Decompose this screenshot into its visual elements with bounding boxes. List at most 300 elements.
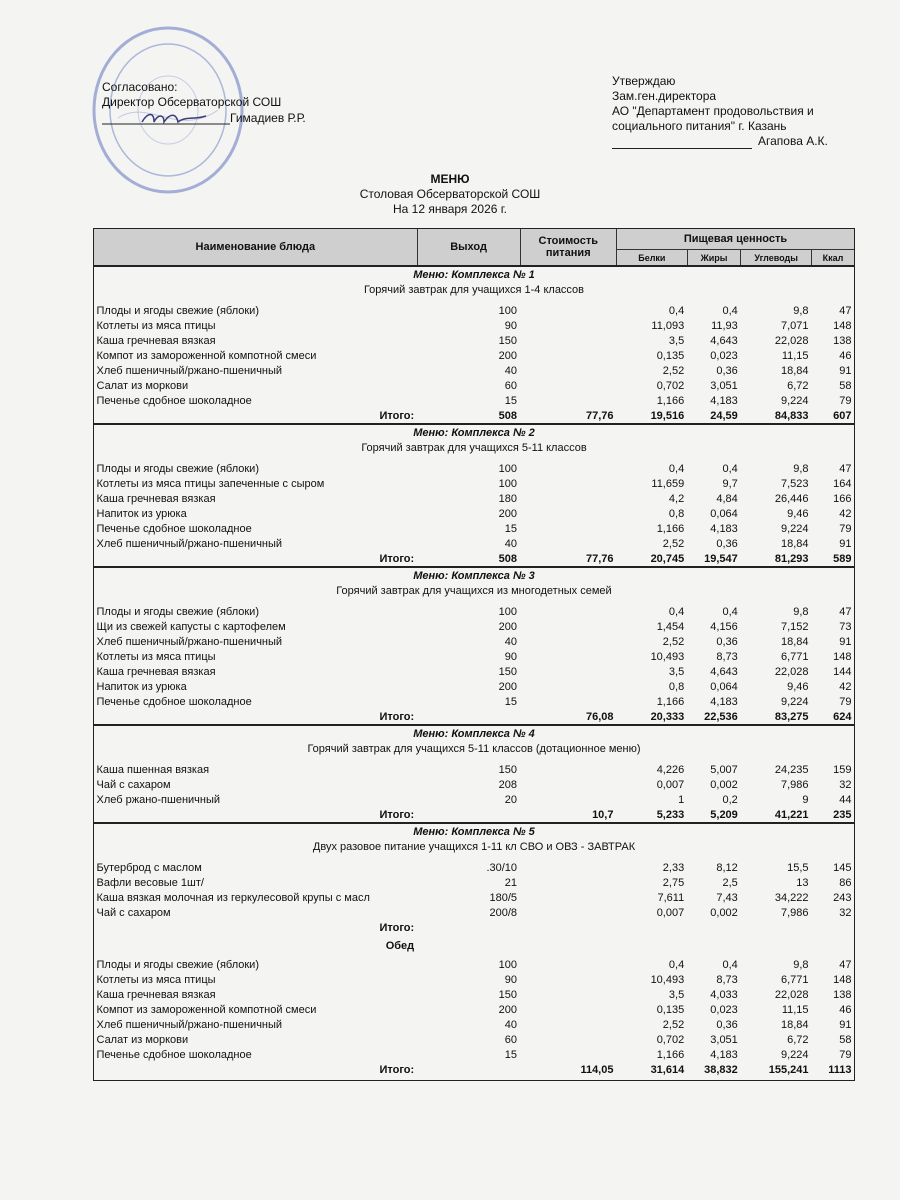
dish-kcal: 148	[833, 650, 852, 663]
dish-output: .30/10	[486, 861, 518, 874]
dish-fat: 0,36	[716, 1018, 738, 1031]
table-row	[94, 363, 855, 378]
dish-name: Компот из замороженной компотной смеси	[96, 1003, 317, 1016]
total-kcal: 607	[833, 409, 852, 422]
approval-right-position: Зам.ген.директора	[612, 89, 717, 103]
dish-cost	[520, 777, 616, 792]
dish-carbs: 18,84	[781, 1018, 809, 1031]
total-output	[417, 807, 520, 823]
table-row	[94, 536, 855, 551]
dish-carbs: 9,224	[781, 394, 809, 407]
total-fat: 19,547	[704, 552, 738, 565]
dish-output: 200	[498, 1003, 518, 1016]
dish-fat: 0,023	[710, 349, 738, 362]
menu-section-title: Меню: Комплекса № 2	[94, 424, 855, 440]
approval-right-org-line1: АО "Департамент продовольствия и	[612, 104, 814, 118]
menu-section-subtitle-row	[94, 583, 855, 598]
dish-protein: 0,4	[668, 605, 685, 618]
dish-fat: 0,002	[710, 778, 738, 791]
total-label: Итого:	[379, 921, 415, 934]
dish-output: 90	[504, 650, 518, 663]
dish-fat: 4,183	[710, 522, 738, 535]
dish-kcal: 145	[833, 861, 852, 874]
dish-cost	[520, 363, 616, 378]
dish-name: Салат из моркови	[96, 379, 189, 392]
table-row	[94, 461, 855, 476]
dish-kcal: 144	[833, 665, 852, 678]
dish-output: 40	[504, 1018, 518, 1031]
dish-kcal: 47	[839, 605, 852, 618]
table-row	[94, 491, 855, 506]
dish-carbs: 9,8	[793, 462, 809, 475]
dish-kcal: 138	[833, 988, 852, 1001]
dish-output: 21	[504, 876, 518, 889]
title-menu: МЕНЮ	[430, 172, 470, 186]
dish-kcal: 164	[833, 477, 852, 490]
dish-fat: 4,033	[710, 988, 738, 1001]
total-output	[417, 709, 520, 725]
dish-cost	[520, 762, 616, 777]
dish-fat: 9,7	[722, 477, 738, 490]
approval-left-label: Согласовано:	[102, 80, 178, 94]
total-output: 508	[498, 409, 518, 422]
total-cost: 114,05	[580, 1063, 614, 1076]
menu-section-header	[94, 424, 855, 440]
lunch-heading: Обед	[385, 940, 415, 952]
empty-cell	[741, 920, 812, 935]
dish-kcal: 47	[839, 462, 852, 475]
dish-carbs: 22,028	[774, 665, 809, 678]
dish-kcal: 46	[839, 349, 852, 362]
dish-fat: 3,051	[710, 379, 738, 392]
dish-cost	[520, 1047, 616, 1062]
dish-fat: 8,73	[716, 650, 738, 663]
dish-cost	[520, 619, 616, 634]
table-row	[94, 987, 855, 1002]
dish-cost	[520, 521, 616, 536]
dish-name: Котлеты из мяса птицы	[96, 973, 216, 986]
signature-line	[612, 136, 752, 149]
dish-carbs: 6,771	[781, 973, 809, 986]
dish-cost	[520, 694, 616, 709]
dish-protein: 3,5	[668, 665, 685, 678]
menu-section-title: Меню: Комплекса № 3	[94, 567, 855, 583]
dish-carbs: 7,523	[781, 477, 809, 490]
total-kcal: 1113	[828, 1063, 852, 1076]
dish-cost	[520, 536, 616, 551]
menu-section-title: Меню: Комплекса № 4	[94, 725, 855, 741]
dish-protein: 0,702	[656, 379, 685, 392]
dish-fat: 0,4	[722, 462, 738, 475]
dish-name: Каша гречневая вязкая	[96, 665, 216, 678]
dish-protein: 1,166	[656, 522, 685, 535]
total-protein: 5,233	[656, 808, 685, 821]
approval-right-name: Агапова А.К.	[758, 134, 828, 148]
dish-carbs: 22,028	[774, 334, 809, 347]
total-row	[94, 1062, 855, 1077]
approval-left-name: Гимадиев Р.Р.	[230, 111, 306, 125]
dish-carbs: 24,235	[774, 763, 809, 776]
dish-kcal: 79	[839, 394, 852, 407]
dish-cost	[520, 506, 616, 521]
title-date: На 12 января 2026 г.	[392, 202, 508, 216]
dish-cost	[520, 890, 616, 905]
table-row	[94, 972, 855, 987]
dish-kcal: 166	[833, 492, 852, 505]
dish-cost	[520, 1002, 616, 1017]
dish-name: Напиток из урюка	[96, 507, 187, 520]
menu-section-subtitle: Двух разовое питание учащихся 1-11 кл СВО и ОВЗ - ЗАВТРАК	[312, 840, 636, 853]
dish-kcal: 86	[839, 876, 852, 889]
dish-carbs: 18,84	[781, 364, 809, 377]
dish-carbs: 9,8	[793, 605, 809, 618]
dish-cost	[520, 905, 616, 920]
dish-protein: 0,702	[656, 1033, 685, 1046]
dish-protein: 0,4	[668, 304, 685, 317]
dish-name: Печенье сдобное шоколадное	[96, 1048, 252, 1061]
menu-section-subtitle: Горячий завтрак для учащихся из многодетных семей	[336, 584, 612, 597]
total-protein: 31,614	[650, 1063, 685, 1076]
dish-kcal: 91	[839, 364, 852, 377]
dish-cost	[520, 972, 616, 987]
total-kcal: 235	[833, 808, 852, 821]
dish-output: 100	[498, 477, 518, 490]
dish-kcal: 32	[839, 778, 852, 791]
menu-section-subtitle-row	[94, 282, 855, 297]
empty-cell	[687, 920, 741, 935]
dish-output: 200	[498, 507, 518, 520]
dish-kcal: 79	[839, 695, 852, 708]
breakfast-total-row	[94, 920, 855, 935]
dish-cost	[520, 333, 616, 348]
dish-protein: 7,611	[657, 891, 685, 904]
dish-cost	[520, 1032, 616, 1047]
dish-name: Печенье сдобное шоколадное	[96, 695, 252, 708]
dish-protein: 0,135	[656, 1003, 685, 1016]
dish-kcal: 32	[839, 906, 852, 919]
dish-fat: 4,156	[710, 620, 738, 633]
dish-fat: 4,643	[710, 334, 738, 347]
dish-name: Плоды и ягоды свежие (яблоки)	[96, 605, 259, 618]
col-header-protein: Белки	[616, 250, 687, 267]
dish-cost	[520, 679, 616, 694]
total-row	[94, 709, 855, 725]
table-row	[94, 378, 855, 393]
table-row	[94, 333, 855, 348]
menu-section-header	[94, 823, 855, 839]
dish-fat: 0,064	[710, 680, 738, 693]
dish-fat: 0,36	[716, 635, 738, 648]
dish-protein: 1,166	[656, 695, 685, 708]
dish-cost	[520, 957, 616, 972]
dish-output: 100	[498, 462, 518, 475]
total-label: Итого:	[379, 552, 415, 565]
col-header-kcal: Ккал	[812, 250, 855, 267]
total-cost: 77,76	[585, 552, 614, 565]
dish-kcal: 42	[839, 507, 852, 520]
dish-carbs: 11,15	[781, 1003, 809, 1016]
col-header-carbs: Углеводы	[741, 250, 812, 267]
approval-left-block	[102, 80, 306, 126]
dish-cost	[520, 792, 616, 807]
empty-cell	[812, 920, 855, 935]
dish-cost	[520, 491, 616, 506]
dish-kcal: 42	[839, 680, 852, 693]
col-header-nutrition: Пищевая ценность	[616, 229, 854, 250]
dish-carbs: 7,071	[781, 319, 809, 332]
table-row	[94, 875, 855, 890]
dish-fat: 0,36	[716, 364, 738, 377]
dish-cost	[520, 378, 616, 393]
dish-kcal: 73	[839, 620, 852, 633]
dish-name: Каша гречневая вязкая	[96, 988, 216, 1001]
col-header-cost: Стоимость питания	[520, 229, 616, 267]
col-header-name: Наименование блюда	[94, 229, 418, 267]
total-cost: 76,08	[585, 710, 614, 723]
dish-name: Хлеб пшеничный/ржано-пшеничный	[96, 364, 283, 377]
dish-output: 208	[498, 778, 518, 791]
dish-cost	[520, 987, 616, 1002]
table-row	[94, 694, 855, 709]
menu-section-header	[94, 725, 855, 741]
total-fat: 24,59	[710, 409, 738, 422]
dish-output: 150	[498, 763, 518, 776]
total-cost: 77,76	[585, 409, 614, 422]
dish-protein: 2,52	[662, 635, 685, 648]
dish-cost	[520, 393, 616, 408]
menu-section-subtitle: Горячий завтрак для учащихся 1-4 классов	[363, 283, 585, 296]
table-row	[94, 393, 855, 408]
dish-kcal: 47	[839, 958, 852, 971]
dish-kcal: 79	[839, 522, 852, 535]
dish-protein: 1	[678, 793, 685, 806]
dish-output: 90	[504, 973, 518, 986]
total-carbs: 83,275	[774, 710, 809, 723]
table-row	[94, 619, 855, 634]
empty-cell	[520, 920, 616, 935]
dish-protein: 0,8	[668, 507, 685, 520]
menu-section-subtitle-row	[94, 440, 855, 455]
total-label: Итого:	[379, 1063, 415, 1076]
dish-protein: 1,166	[656, 394, 685, 407]
dish-output: 15	[504, 1048, 518, 1061]
menu-section-subtitle-row	[94, 741, 855, 756]
document-title	[0, 172, 900, 217]
dish-carbs: 22,028	[774, 988, 809, 1001]
dish-protein: 0,135	[656, 349, 685, 362]
table-row	[94, 506, 855, 521]
empty-cell	[417, 920, 520, 935]
dish-carbs: 6,72	[787, 379, 809, 392]
table-row	[94, 1032, 855, 1047]
dish-fat: 0,4	[722, 605, 738, 618]
menu-section-subtitle-row	[94, 839, 855, 854]
dish-cost	[520, 634, 616, 649]
lunch-heading-row	[94, 935, 855, 957]
dish-cost	[520, 461, 616, 476]
dish-carbs: 9,224	[781, 522, 809, 535]
table-row	[94, 1002, 855, 1017]
dish-kcal: 138	[833, 334, 852, 347]
col-header-output: Выход	[417, 229, 520, 267]
dish-kcal: 58	[839, 1033, 852, 1046]
dish-name: Каша вязкая молочная из геркулесовой крупы с масл	[96, 891, 370, 904]
menu-body	[94, 266, 855, 1077]
dish-output: 150	[498, 988, 518, 1001]
dish-kcal: 148	[833, 319, 852, 332]
dish-protein: 4,2	[668, 492, 685, 505]
dish-kcal: 47	[839, 304, 852, 317]
dish-output: 60	[504, 1033, 518, 1046]
col-header-fat: Жиры	[687, 250, 741, 267]
dish-name: Хлеб пшеничный/ржано-пшеничный	[96, 537, 283, 550]
dish-fat: 2,5	[722, 876, 738, 889]
dish-output: 15	[504, 522, 518, 535]
dish-carbs: 15,5	[787, 861, 809, 874]
dish-protein: 0,007	[656, 906, 685, 919]
dish-cost	[520, 860, 616, 875]
dish-protein: 11,093	[651, 319, 685, 332]
dish-cost	[520, 348, 616, 363]
dish-output: 200/8	[489, 906, 518, 919]
table-row	[94, 679, 855, 694]
dish-protein: 0,4	[668, 462, 685, 475]
dish-kcal: 91	[839, 537, 852, 550]
table-row	[94, 303, 855, 318]
dish-output: 180/5	[489, 891, 518, 904]
total-protein: 20,333	[650, 710, 685, 723]
dish-output: 40	[504, 537, 518, 550]
dish-carbs: 7,986	[781, 778, 809, 791]
table-row	[94, 634, 855, 649]
total-output: 508	[498, 552, 518, 565]
dish-fat: 5,007	[710, 763, 738, 776]
dish-name: Печенье сдобное шоколадное	[96, 394, 252, 407]
dish-output: 15	[504, 695, 518, 708]
dish-kcal: 91	[839, 1018, 852, 1031]
dish-carbs: 9,46	[787, 507, 809, 520]
dish-protein: 11,659	[651, 477, 685, 490]
dish-kcal: 46	[839, 1003, 852, 1016]
dish-fat: 4,84	[716, 492, 738, 505]
dish-kcal: 243	[833, 891, 852, 904]
dish-carbs: 6,72	[787, 1033, 809, 1046]
dish-carbs: 7,152	[781, 620, 809, 633]
dish-output: 40	[504, 364, 518, 377]
total-row	[94, 551, 855, 567]
dish-protein: 3,5	[668, 334, 685, 347]
dish-name: Компот из замороженной компотной смеси	[96, 349, 317, 362]
dish-name: Чай с сахаром	[96, 906, 171, 919]
dish-output: 15	[504, 394, 518, 407]
title-canteen: Столовая Обсерваторской СОШ	[359, 187, 541, 201]
dish-fat: 0,002	[710, 906, 738, 919]
dish-cost	[520, 649, 616, 664]
dish-kcal: 44	[839, 793, 852, 806]
dish-name: Напиток из урюка	[96, 680, 187, 693]
table-row	[94, 521, 855, 536]
table-row	[94, 905, 855, 920]
table-row	[94, 957, 855, 972]
dish-name: Каша гречневая вязкая	[96, 334, 216, 347]
approval-left-position: Директор Обсерваторской СОШ	[102, 95, 282, 109]
menu-table	[93, 228, 855, 1077]
table-row	[94, 348, 855, 363]
total-fat: 22,536	[704, 710, 738, 723]
dish-fat: 4,643	[710, 665, 738, 678]
dish-name: Чай с сахаром	[96, 778, 171, 791]
total-label: Итого:	[379, 409, 415, 422]
table-row	[94, 604, 855, 619]
dish-carbs: 9,8	[793, 304, 809, 317]
table-row	[94, 649, 855, 664]
dish-kcal: 91	[839, 635, 852, 648]
empty-cell	[616, 920, 687, 935]
dish-cost	[520, 318, 616, 333]
dish-fat: 0,064	[710, 507, 738, 520]
dish-carbs: 11,15	[781, 349, 809, 362]
total-fat: 38,832	[704, 1063, 738, 1076]
dish-output: 100	[498, 605, 518, 618]
dish-name: Каша гречневая вязкая	[96, 492, 216, 505]
dish-protein: 1,166	[656, 1048, 685, 1061]
total-protein: 20,745	[650, 552, 685, 565]
dish-fat: 0,36	[716, 537, 738, 550]
dish-output: 40	[504, 635, 518, 648]
total-label: Итого:	[379, 710, 415, 723]
dish-cost	[520, 1017, 616, 1032]
table-row	[94, 476, 855, 491]
menu-section-subtitle: Горячий завтрак для учащихся 5-11 классов	[361, 441, 587, 454]
dish-output: 100	[498, 958, 518, 971]
menu-section-title: Меню: Комплекса № 5	[94, 823, 855, 839]
empty-cell	[417, 935, 854, 957]
dish-output: 200	[498, 349, 518, 362]
dish-carbs: 9,224	[781, 695, 809, 708]
dish-protein: 0,007	[656, 778, 685, 791]
dish-name: Печенье сдобное шоколадное	[96, 522, 252, 535]
dish-name: Щи из свежей капусты с картофелем	[96, 620, 286, 633]
dish-output: 100	[498, 304, 518, 317]
dish-carbs: 9,224	[781, 1048, 809, 1061]
approval-right-org-line2: социального питания" г. Казань	[612, 119, 787, 133]
table-row	[94, 1047, 855, 1062]
dish-carbs: 13	[796, 876, 809, 889]
dish-fat: 3,051	[710, 1033, 738, 1046]
dish-carbs: 9,8	[793, 958, 809, 971]
dish-cost	[520, 664, 616, 679]
dish-output: 200	[498, 680, 518, 693]
dish-carbs: 18,84	[781, 537, 809, 550]
dish-protein: 4,226	[656, 763, 685, 776]
dish-kcal: 79	[839, 1048, 852, 1061]
dish-protein: 1,454	[656, 620, 685, 633]
dish-name: Каша пшенная вязкая	[96, 763, 210, 776]
total-row	[94, 408, 855, 424]
dish-fat: 0,023	[710, 1003, 738, 1016]
dish-fat: 4,183	[710, 695, 738, 708]
table-row	[94, 1017, 855, 1032]
table-row	[94, 860, 855, 875]
dish-carbs: 18,84	[781, 635, 809, 648]
total-cost: 10,7	[592, 808, 614, 821]
table-row	[94, 318, 855, 333]
dish-carbs: 9,46	[787, 680, 809, 693]
dish-name: Плоды и ягоды свежие (яблоки)	[96, 304, 259, 317]
dish-fat: 0,4	[722, 304, 738, 317]
total-row	[94, 807, 855, 823]
dish-protein: 10,493	[650, 973, 685, 986]
